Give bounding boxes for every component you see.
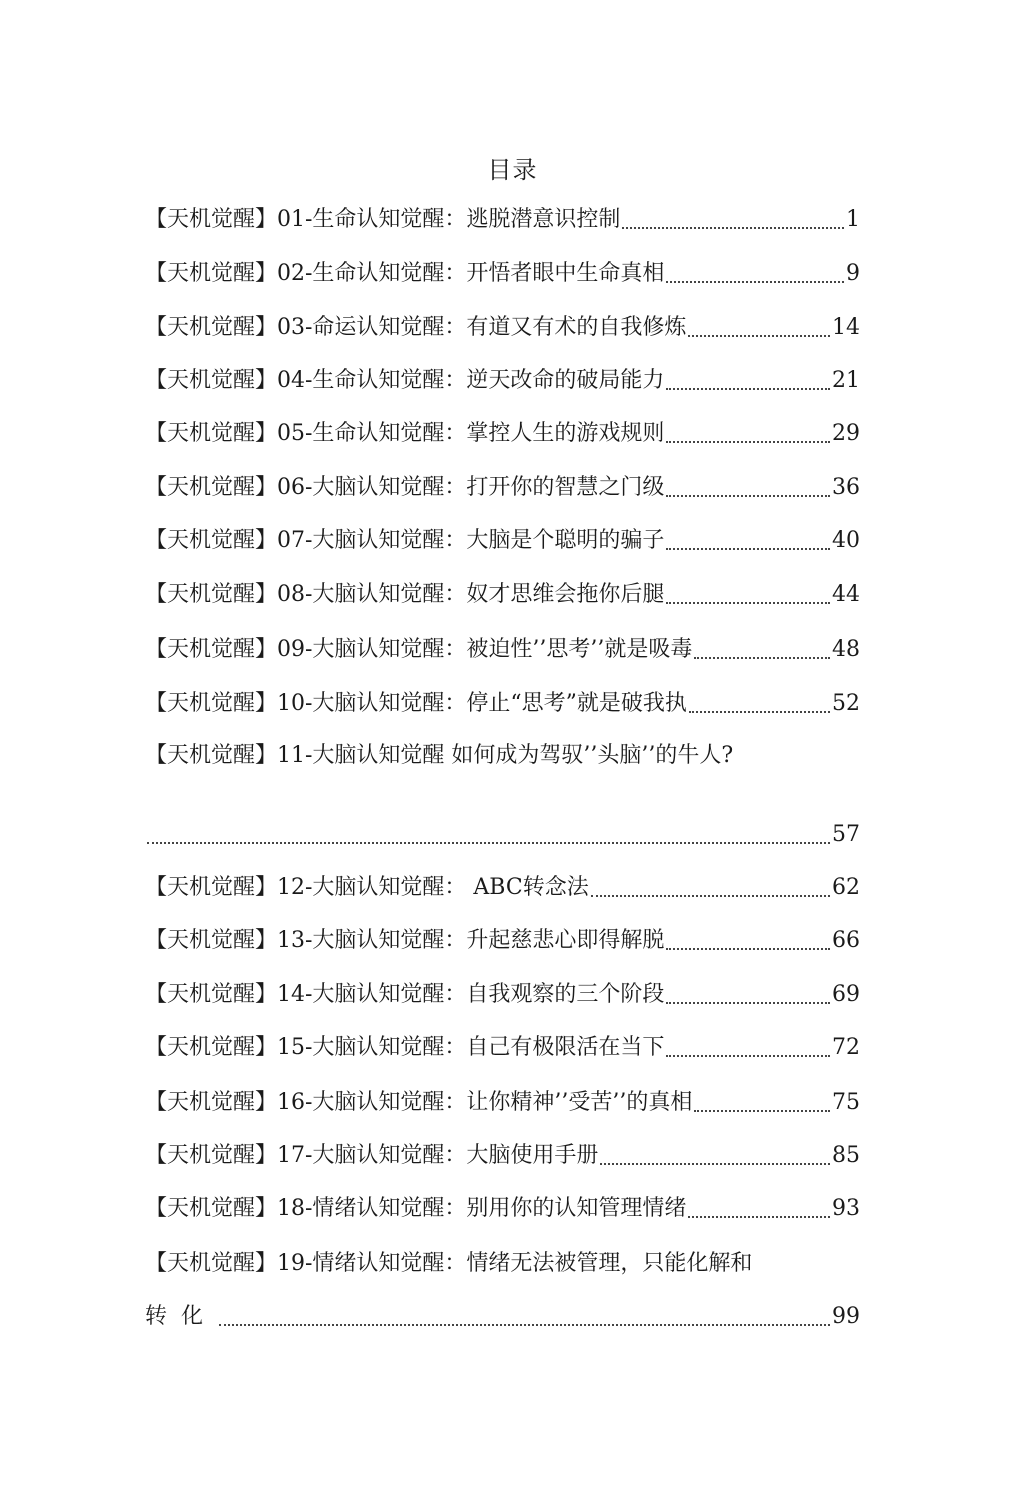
toc-leader-dots	[694, 632, 830, 668]
toc-entry[interactable]	[145, 310, 860, 346]
toc-entry-title: 【天机觉醒】07-大脑认知觉醒：大脑是个聪明的骗子	[145, 528, 665, 553]
toc-entry-title: 【天机觉醒】08-大脑认知觉醒：奴才思维会拖你后腿	[145, 582, 665, 607]
toc-leader-dots	[147, 817, 830, 853]
toc-entry-title: 【天机觉醒】12-大脑认知觉醒： ABC转念法	[145, 875, 589, 900]
toc-leader-dots	[622, 202, 844, 238]
toc-leader-dots	[666, 1030, 830, 1066]
toc-entry-page: 14	[832, 315, 860, 340]
toc-entry[interactable]	[145, 202, 860, 238]
toc-entry[interactable]	[145, 738, 860, 774]
toc-entry-page: 36	[832, 475, 860, 500]
toc-entry-page: 75	[832, 1090, 860, 1115]
toc-entry[interactable]	[145, 256, 860, 292]
toc-entry[interactable]	[145, 1030, 860, 1066]
toc-entry-page: 72	[832, 1035, 860, 1060]
toc-entry[interactable]	[145, 577, 860, 613]
toc-entry-page: 9	[846, 261, 860, 286]
toc-entry[interactable]	[145, 923, 860, 959]
toc-entry[interactable]	[145, 870, 860, 906]
toc-entry[interactable]	[145, 416, 860, 452]
toc-entry-title: 【天机觉醒】19-情绪认知觉醒：情绪无法被管理，只能化解和	[145, 1251, 753, 1276]
toc-entry[interactable]	[145, 470, 860, 506]
toc-leader-dots	[666, 470, 830, 506]
toc-entry-title: 【天机觉醒】11-大脑认知觉醒 如何成为驾驭’’头脑’’的牛人?	[145, 743, 734, 768]
toc-entry-continuation[interactable]	[145, 1299, 860, 1335]
toc-entry-page: 57	[832, 822, 860, 847]
toc-leader-dots	[591, 870, 830, 906]
toc-entry-title: 【天机觉醒】01-生命认知觉醒：逃脱潜意识控制	[145, 207, 621, 232]
toc-entry-page: 99	[832, 1304, 860, 1329]
toc-entry-page: 93	[832, 1196, 860, 1221]
toc-entry-title: 【天机觉醒】15-大脑认知觉醒：自己有极限活在当下	[145, 1035, 665, 1060]
toc-entry[interactable]	[145, 632, 860, 668]
toc-entry-title: 【天机觉醒】05-生命认知觉醒：掌控人生的游戏规则	[145, 421, 665, 446]
toc-entry[interactable]	[145, 1085, 860, 1121]
toc-entry-page: 62	[832, 875, 860, 900]
toc-entry-title: 【天机觉醒】16-大脑认知觉醒：让你精神’’受苦’’的真相	[145, 1090, 693, 1115]
toc-entry-continuation[interactable]	[145, 817, 860, 853]
toc-entry-page: 29	[832, 421, 860, 446]
toc-leader-dots	[666, 977, 830, 1013]
toc-leader-dots	[688, 1191, 830, 1227]
toc-entry-page: 1	[846, 207, 860, 232]
toc-leader-dots	[689, 686, 830, 722]
toc-entry-page: 40	[832, 528, 860, 553]
toc-leader-dots	[666, 923, 830, 959]
toc-entry[interactable]	[145, 523, 860, 559]
toc-leader-dots	[666, 523, 830, 559]
page-title: 目录	[487, 156, 538, 184]
toc-leader-dots	[219, 1299, 830, 1335]
toc-entry[interactable]	[145, 977, 860, 1013]
toc-entry-page: 69	[832, 982, 860, 1007]
toc-entry[interactable]	[145, 1191, 860, 1227]
toc-leader-dots	[688, 310, 830, 346]
toc-entry[interactable]	[145, 686, 860, 722]
toc-leader-dots	[600, 1138, 830, 1174]
toc-entry-title: 【天机觉醒】02-生命认知觉醒：开悟者眼中生命真相	[145, 261, 665, 286]
toc-entry[interactable]	[145, 1138, 860, 1174]
toc-entry-title: 【天机觉醒】09-大脑认知觉醒：被迫性’’思考’’就是吸毒	[145, 637, 693, 662]
toc-entry-page: 66	[832, 928, 860, 953]
toc-entry-page: 44	[832, 582, 860, 607]
toc-leader-dots	[666, 256, 844, 292]
toc-entry-title: 【天机觉醒】14-大脑认知觉醒：自我观察的三个阶段	[145, 982, 665, 1007]
toc-entry-page: 48	[832, 637, 860, 662]
toc-entry-page: 85	[832, 1143, 860, 1168]
toc-entry[interactable]	[145, 363, 860, 399]
toc-leader-dots	[694, 1085, 830, 1121]
toc-entry-title: 【天机觉醒】17-大脑认知觉醒：大脑使用手册	[145, 1143, 599, 1168]
toc-entry-title: 【天机觉醒】06-大脑认知觉醒：打开你的智慧之门级	[145, 475, 665, 500]
toc-entry-title: 【天机觉醒】18-情绪认知觉醒：别用你的认知管理情绪	[145, 1196, 687, 1221]
toc-entry-title: 转化	[145, 1304, 218, 1329]
toc-leader-dots	[666, 363, 830, 399]
toc-entry-page: 21	[832, 368, 860, 393]
toc-leader-dots	[666, 416, 830, 452]
toc-entry-title: 【天机觉醒】03-命运认知觉醒：有道又有术的自我修炼	[145, 315, 687, 340]
toc-entry-title: 【天机觉醒】04-生命认知觉醒：逆天改命的破局能力	[145, 368, 665, 393]
toc-entry-title: 【天机觉醒】10-大脑认知觉醒：停止“思考”就是破我执	[145, 691, 687, 716]
toc-entry[interactable]	[145, 1246, 860, 1282]
toc-entry-title: 【天机觉醒】13-大脑认知觉醒：升起慈悲心即得解脱	[145, 928, 665, 953]
toc-leader-dots	[666, 577, 830, 613]
toc-entry-page: 52	[832, 691, 860, 716]
